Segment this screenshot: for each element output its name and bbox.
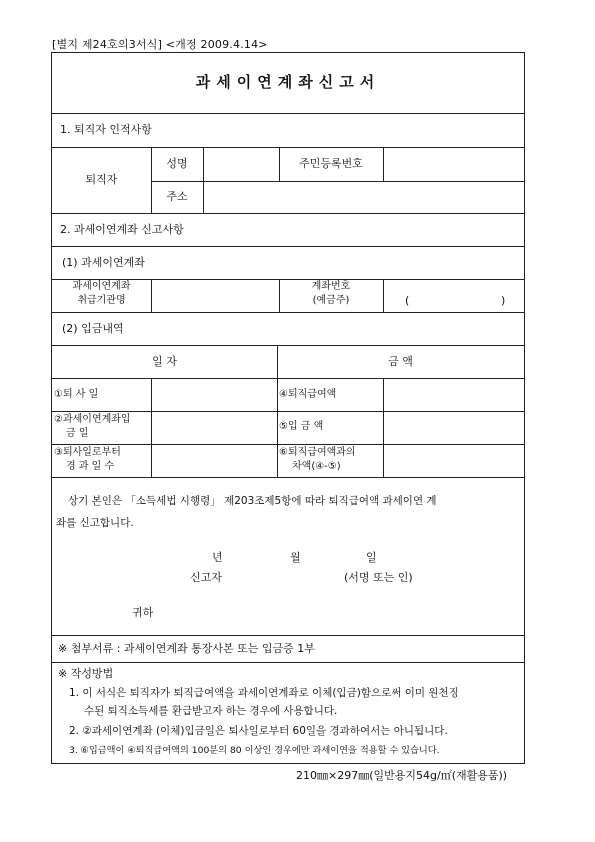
divider [52,147,524,148]
reporter-label: 신고자 [190,571,222,584]
retiree-label: 퇴직자 [85,173,118,186]
institution-label-line1: 과세이연계좌 [72,281,131,292]
divider [52,662,524,663]
divider [52,345,524,346]
difference-label-line2: 차액(④-⑤) [292,461,341,472]
difference-label-line1: ⑥퇴직급여액과의 [279,447,356,458]
divider [52,246,524,247]
divider [52,444,524,445]
form-frame [51,52,525,764]
date-month-label: 월 [290,551,301,564]
divider [383,279,384,312]
divider [383,147,384,181]
instruction-item-1-line2: 수된 퇴직소득세를 환급받고자 하는 경우에 사용합니다. [84,705,338,717]
instructions-heading: ※ 작성방법 [58,667,114,680]
deposit-date-label-line2: 금 일 [66,428,89,439]
paper-spec: 210㎜×297㎜(일반용지54g/㎡(재활용품)) [296,769,508,782]
form-title: 과세이연계좌신고서 [195,73,381,91]
subsection-account-heading: (1) 과세이연계좌 [62,256,145,269]
divider [203,147,204,213]
date-column-header: 일 자 [152,355,177,368]
instruction-item-2: 2. ②과세이연계좌 (이체)입금일은 퇴사일로부터 60일을 경과하여서는 아니됩니다. [69,725,448,737]
divider [52,113,524,114]
account-holder-paren-open: ( [405,294,410,307]
form-number-header: [별지 제24호의3서식] <개정 2009.4.14> [52,38,268,51]
amount-column-header: 금 액 [388,355,413,368]
retirement-pay-label: ④퇴직급여액 [279,389,337,400]
divider [52,635,524,636]
elapsed-days-label-line2: 경 과 일 수 [66,461,115,472]
name-label: 성명 [166,157,188,170]
account-holder-label: (예금주) [312,295,350,306]
subsection-deposit-heading: (2) 입금내역 [62,322,124,335]
divider [52,411,524,412]
elapsed-days-label-line1: ③퇴사일로부터 [54,447,121,458]
attachment-note: ※ 첨부서류 : 과세이연계좌 통장사본 또는 입금증 1부 [58,642,315,655]
account-number-label: 계좌번호 [311,281,351,292]
account-holder-paren-close: ) [501,294,506,307]
deposit-amount-label: ⑤입 금 액 [279,421,324,432]
address-label: 주소 [166,190,188,203]
date-year-label: 년 [212,551,223,564]
divider [52,378,524,379]
date-day-label: 일 [366,551,377,564]
instruction-item-3: 3. ⑥입금액이 ④퇴직급여액의 100분의 80 이상인 경우에만 과세이연을 적용할 수 있습니다. [69,745,440,756]
section-1-heading: 1. 퇴직자 인적사항 [60,123,152,136]
divider [151,181,524,182]
divider [52,213,524,214]
institution-label-line2: 취급기관명 [77,295,126,306]
retirement-date-label: ①퇴 사 일 [54,389,99,400]
divider [383,378,384,477]
divider [151,378,152,477]
section-2-heading: 2. 과세이연계좌 신고사항 [60,223,184,236]
recipient-label: 귀하 [132,606,154,619]
divider [151,279,152,312]
declaration-line1: 상기 본인은 「소득세법 시행령」 제203조제5항에 따라 퇴직급여액 과세이연 계 [68,495,437,507]
declaration-line2: 좌를 신고합니다. [56,517,134,529]
rrn-label: 주민등록번호 [299,157,363,170]
divider [52,312,524,313]
signature-label: (서명 또는 인) [344,571,413,584]
divider [52,477,524,478]
deposit-date-label-line1: ②과세이연계좌입 [54,414,131,425]
instruction-item-1-line1: 1. 이 서식은 퇴직자가 퇴직급여액을 과세이연계좌로 이체(입금)함으로써 이미 원천징 [69,687,459,699]
